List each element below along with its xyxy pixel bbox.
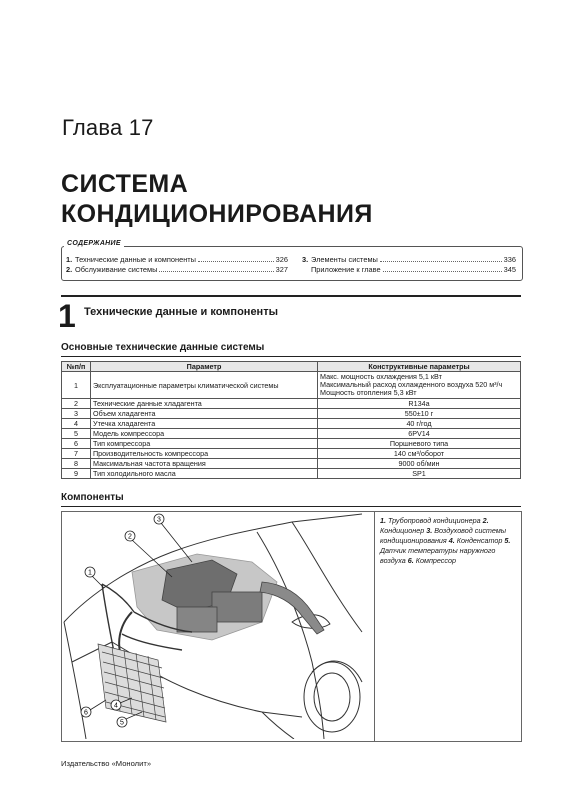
column-header-value: Конструктивные параметры — [318, 362, 521, 372]
toc-entry-text: Обслуживание системы — [75, 265, 158, 274]
row-number: 8 — [62, 459, 91, 469]
caption-number: 3. — [426, 526, 433, 535]
caption-number: 4. — [448, 536, 455, 545]
caption-number: 6. — [407, 556, 414, 565]
toc-entry-page: 327 — [275, 265, 288, 274]
row-number: 7 — [62, 449, 91, 459]
table-row — [62, 439, 521, 449]
car-illustration — [62, 512, 372, 739]
table-row — [62, 459, 521, 469]
row-number: 9 — [62, 469, 91, 479]
section-number: 1 — [58, 298, 76, 334]
row-parameter: Технические данные хладагента — [91, 399, 318, 409]
components-heading: Компоненты — [61, 492, 124, 503]
components-heading-rule — [61, 506, 521, 507]
table-row — [62, 409, 521, 419]
section-rule — [61, 295, 521, 297]
caption-number: 5. — [504, 536, 511, 545]
callout-3[interactable] — [154, 514, 164, 524]
toc-entry-page: 326 — [275, 255, 288, 264]
toc-entry-page: 336 — [503, 255, 516, 264]
callout-label: 6 — [84, 709, 88, 717]
row-value: R134a — [318, 399, 521, 409]
row-parameter: Утечка хладагента — [91, 419, 318, 429]
toc-entry-text: Элементы системы — [311, 255, 378, 264]
callout-2[interactable] — [125, 531, 135, 541]
table-row — [62, 419, 521, 429]
toc-leader — [159, 271, 273, 272]
row-value-line: Максимальный расход охлажденного воздуха 520 м³/ч — [320, 380, 503, 389]
table-row — [62, 372, 521, 399]
table-row — [62, 429, 521, 439]
toc-entry-number: 3. — [302, 255, 309, 264]
toc-entry-text: Приложение к главе — [311, 265, 381, 274]
row-value: 550±10 г — [318, 409, 521, 419]
caption-text: Компрессор — [415, 556, 456, 565]
toc-leader — [383, 271, 502, 272]
row-value: 140 см³/оборот — [318, 449, 521, 459]
row-parameter: Производительность компрессора — [91, 449, 318, 459]
chapter-label: Глава 17 — [62, 115, 154, 140]
toc-entry[interactable] — [302, 255, 516, 264]
row-parameter: Тип компрессора — [91, 439, 318, 449]
row-parameter: Модель компрессора — [91, 429, 318, 439]
specs-header-row — [62, 362, 521, 372]
specs-table — [61, 361, 521, 479]
row-value: 9000 об/мин — [318, 459, 521, 469]
toc-entry-page: 345 — [503, 265, 516, 274]
caption-text: Трубопровод кондиционера — [388, 516, 481, 525]
row-number: 4 — [62, 419, 91, 429]
column-header-number: №п/п — [62, 362, 91, 372]
row-number: 5 — [62, 429, 91, 439]
row-number: 6 — [62, 439, 91, 449]
toc-entry[interactable] — [302, 265, 516, 274]
row-value — [318, 372, 521, 399]
callout-label: 1 — [88, 569, 92, 577]
callout-label: 2 — [128, 533, 132, 541]
section-title: Технические данные и компоненты — [84, 306, 278, 318]
row-number: 3 — [62, 409, 91, 419]
row-parameter: Максимальная частота вращения — [91, 459, 318, 469]
callout-label: 5 — [120, 719, 124, 727]
toc-entry-number: 2. — [66, 265, 73, 274]
callout-label: 3 — [157, 516, 161, 524]
caption-text: Кондиционер — [380, 526, 425, 535]
table-row — [62, 449, 521, 459]
callout-1[interactable] — [85, 567, 95, 577]
row-parameter: Объем хладагента — [91, 409, 318, 419]
row-number: 1 — [62, 372, 91, 399]
caption-number: 1. — [380, 516, 386, 525]
row-value: Поршневого типа — [318, 439, 521, 449]
toc-entry-text: Технические данные и компоненты — [75, 255, 196, 264]
toc-leader — [198, 261, 274, 262]
toc-entry[interactable] — [66, 255, 288, 264]
page-title-line-1: СИСТЕМА — [61, 170, 189, 198]
row-value: SP1 — [318, 469, 521, 479]
caption-text: Датчик температуры наружного воздуха — [380, 546, 496, 565]
table-row — [62, 469, 521, 479]
row-number: 2 — [62, 399, 91, 409]
table-row — [62, 399, 521, 409]
toc-leader — [380, 261, 502, 262]
row-value: 6PV14 — [318, 429, 521, 439]
row-parameter: Тип холодильного масла — [91, 469, 318, 479]
specs-heading-rule — [61, 356, 521, 357]
row-parameter: Эксплуатационные параметры климатической системы — [91, 372, 318, 399]
figure-caption — [380, 516, 518, 566]
callout-label: 4 — [114, 702, 118, 710]
row-value-line: Мощность отопления 5,3 кВт — [320, 388, 417, 397]
toc-entry[interactable] — [66, 265, 288, 274]
row-value-line: Макс. мощность охлаждения 5,1 кВт — [320, 372, 442, 381]
toc-label: СОДЕРЖАНИЕ — [64, 240, 124, 247]
specs-heading: Основные технические данные системы — [61, 342, 265, 353]
caption-number: 2. — [482, 516, 489, 525]
caption-text: Конденсатор — [456, 536, 503, 545]
toc-entry-number: 1. — [66, 255, 73, 264]
callout-5[interactable] — [117, 717, 127, 727]
callout-4[interactable] — [111, 700, 121, 710]
publisher-footer: Издательство «Монолит» — [61, 759, 152, 768]
caption-text: Воздуховод системы кондиционирования — [380, 526, 507, 545]
column-header-parameter: Параметр — [91, 362, 318, 372]
row-value: 40 г/год — [318, 419, 521, 429]
page-title-line-2: КОНДИЦИОНИРОВАНИЯ — [61, 200, 373, 228]
callout-6[interactable] — [81, 707, 91, 717]
